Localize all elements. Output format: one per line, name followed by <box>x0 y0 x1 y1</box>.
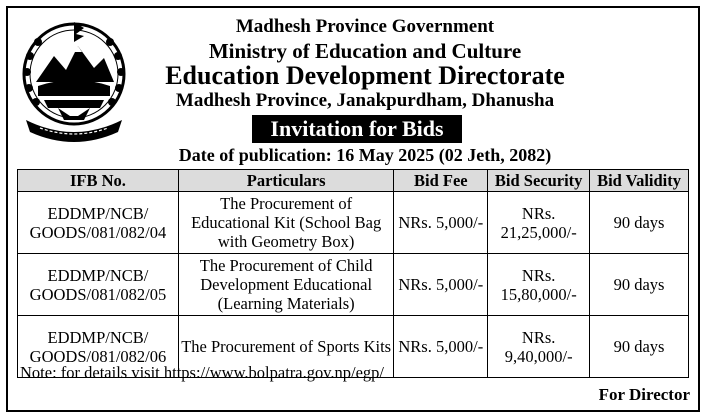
ifb-number-line1: EDDMP/NCB/ <box>47 265 149 285</box>
bid-security-cell <box>488 192 590 254</box>
address-line: Madhesh Province, Janakpurdham, Dhanusha <box>175 90 555 111</box>
bid-fee-cell: NRs. 5,000/- <box>394 316 488 378</box>
ministry-title: Ministry of Education and Culture <box>208 39 522 63</box>
ifb-number-cell <box>18 192 179 254</box>
table-header-row <box>18 170 689 192</box>
bids-table <box>17 169 689 378</box>
invitation-banner: Invitation for Bids <box>252 115 462 143</box>
header-particulars: Particulars <box>178 170 393 192</box>
ifb-number-line2: GOODS/081/082/04 <box>29 222 167 242</box>
ifb-number-line1: EDDMP/NCB/ <box>47 327 149 347</box>
details-note: Note: for details visit https://www.bolpatra.gov.np/egp/ <box>20 363 385 382</box>
bid-validity-cell: 90 days <box>590 254 689 316</box>
bid-security-currency: NRs. <box>521 327 556 347</box>
table-row <box>18 254 689 316</box>
bid-fee-cell: NRs. 5,000/- <box>394 254 488 316</box>
particulars-cell: The Procurement of Educational Kit (School Bag with Geometry Box) <box>178 192 393 254</box>
bid-validity-cell: 90 days <box>590 316 689 378</box>
header-bid-fee: Bid Fee <box>394 170 488 192</box>
bid-security-amount: 15,80,000/- <box>500 284 577 304</box>
header-ifb-no: IFB No. <box>18 170 179 192</box>
province-government-title: Madhesh Province Government <box>235 16 495 37</box>
ifb-number-line2: GOODS/081/082/05 <box>29 284 167 304</box>
bid-security-amount: 9,40,000/- <box>504 346 573 366</box>
nepal-emblem-icon <box>18 16 130 144</box>
bid-security-cell <box>488 254 590 316</box>
ifb-number-line1: EDDMP/NCB/ <box>47 203 149 223</box>
table-row <box>18 192 689 254</box>
bid-security-amount: 21,25,000/- <box>500 222 577 242</box>
particulars-cell: The Procurement of Sports Kits <box>178 316 393 378</box>
ifb-number-cell <box>18 254 179 316</box>
bid-security-cell <box>488 316 590 378</box>
bid-security-currency: NRs. <box>521 203 556 223</box>
ifb-number-line2: GOODS/081/082/06 <box>29 346 167 366</box>
header-bid-security: Bid Security <box>488 170 590 192</box>
bid-fee-cell: NRs. 5,000/- <box>394 192 488 254</box>
header-bid-validity: Bid Validity <box>590 170 689 192</box>
bid-security-currency: NRs. <box>521 265 556 285</box>
particulars-cell: The Procurement of Child Development Educational (Learning Materials) <box>178 254 393 316</box>
signature-line: For Director <box>598 385 690 404</box>
publication-date: Date of publication: 16 May 2025 (02 Jeth, 2082) <box>178 145 552 165</box>
bid-validity-cell: 90 days <box>590 192 689 254</box>
directorate-title: Education Development Directorate <box>165 61 565 90</box>
